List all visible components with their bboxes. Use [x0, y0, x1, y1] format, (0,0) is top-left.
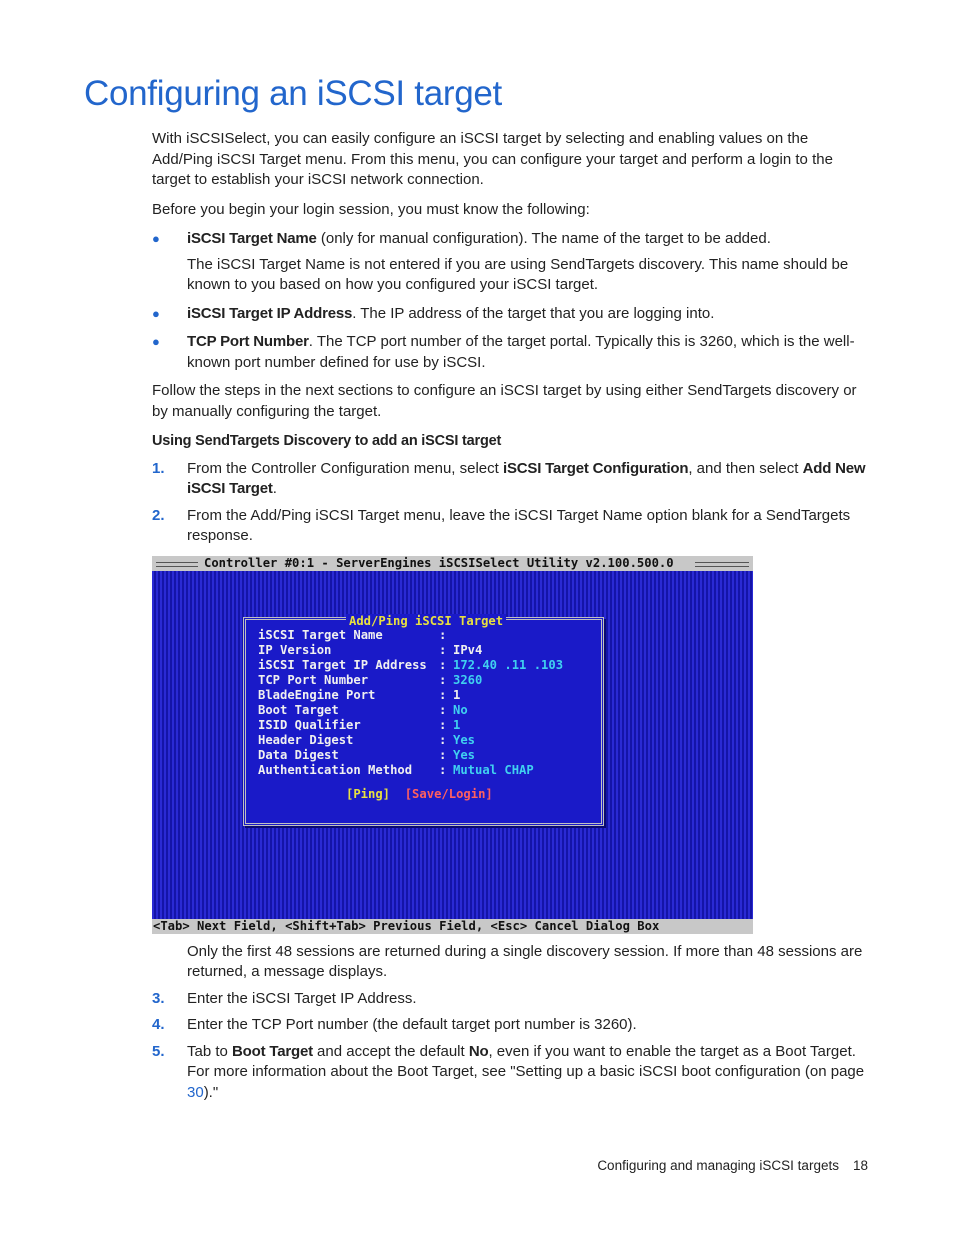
field-separator: : [439, 627, 447, 642]
field-separator: : [439, 762, 447, 777]
field-label: Header Digest [258, 732, 354, 747]
step-number: 4. [152, 1016, 165, 1033]
section-subheading: Using SendTargets Discovery to add an iSCSI target [152, 433, 502, 449]
header-rule [695, 562, 749, 567]
step-text: Tab to [187, 1042, 233, 1060]
field-value: Mutual CHAP [453, 762, 534, 777]
bullet-bold: TCP Port Number [187, 333, 309, 350]
field-value: 172.40 .11 .103 [453, 657, 564, 672]
page-footer [597, 1158, 868, 1173]
save-login-button[interactable]: [Save/Login] [404, 786, 493, 801]
field-tcp-port[interactable] [258, 673, 563, 688]
ping-button[interactable]: [Ping] [346, 786, 391, 801]
field-label: Authentication Method [258, 762, 413, 777]
document-body [152, 129, 868, 1109]
step-4 [152, 1015, 868, 1036]
field-data-digest[interactable] [258, 748, 563, 763]
bullet-bold: iSCSI Target IP Address [187, 304, 353, 322]
dialog-title: Add/Ping iSCSI Target [346, 614, 506, 629]
field-separator: : [439, 657, 447, 672]
step-bold: No [468, 1042, 489, 1060]
follow-paragraph: Follow the steps in the next sections to configure an iSCSI target by using either SendTargets discovery or by manually configuring the target. [152, 382, 857, 420]
step-number: 5. [152, 1042, 165, 1060]
step-text: Enter the TCP Port number (the default target port number is 3260). [187, 1016, 637, 1033]
bullet-target-ip [152, 304, 868, 325]
field-label: Boot Target [258, 702, 339, 717]
field-value: Yes [453, 747, 476, 762]
bullet-tcp-port [152, 332, 868, 373]
field-separator: : [439, 747, 447, 762]
step-text: )." [203, 1083, 219, 1101]
step-text: , and then select [688, 459, 803, 477]
field-target-name[interactable] [258, 628, 563, 643]
field-label: BladeEngine Port [258, 687, 376, 702]
field-value: 1 [453, 687, 461, 702]
intro-paragraph: With iSCSISelect, you can easily configure an iSCSI target by selecting and enabling values on the Add/Ping iSCSI Target menu. From this menu, you can configure your target and perform a login to the target to establish your iSCSI network connection. [152, 130, 833, 188]
step-number: 2. [152, 506, 165, 524]
field-label: ISID Qualifier [258, 717, 361, 732]
page-number: 18 [852, 1158, 868, 1173]
step-text: , even if you want to enable the target as a Boot Target. For more information about the Boot Target, see "Setting up a basic iSCSI boot configuration (on page [187, 1042, 865, 1080]
bios-screenshot [152, 556, 753, 934]
step-note-text: Only the first 48 sessions are returned during a single discovery session. If more than 48 sessions are returned, a message displays. [187, 942, 863, 980]
field-value: 3260 [453, 672, 483, 687]
field-label: iSCSI Target IP Address [258, 657, 427, 672]
step-text: and accept the default [312, 1042, 469, 1060]
field-label: Data Digest [258, 747, 339, 762]
step-bold: Boot Target [232, 1042, 313, 1060]
bullet-icon: ● [152, 231, 160, 246]
before-paragraph: Before you begin your login session, you must know the following: [152, 200, 590, 218]
dialog-fields [258, 628, 563, 778]
step-bold: Add New iSCSI Target [187, 459, 866, 497]
step-text: . [272, 480, 277, 497]
field-label: IP Version [258, 642, 332, 657]
field-label: iSCSI Target Name [258, 627, 383, 642]
dialog-actions [346, 787, 493, 802]
page-link[interactable]: 30 [187, 1083, 204, 1101]
field-isid-qualifier[interactable] [258, 718, 563, 733]
field-separator: : [439, 732, 447, 747]
step-bold: iSCSI Target Configuration [502, 459, 689, 477]
field-separator: : [439, 717, 447, 732]
field-boot-target[interactable] [258, 703, 563, 718]
step-number: 1. [152, 459, 165, 477]
field-value: 1 [453, 717, 461, 732]
step-number: 3. [152, 989, 165, 1007]
step-text: Enter the iSCSI Target IP Address. [187, 989, 417, 1007]
header-rule [156, 562, 198, 567]
bullet-icon: ● [152, 334, 160, 349]
bullet-text: . The TCP port number of the target portal. Typically this is 3260, which is the well-known port number defined for use by iSCSI. [187, 333, 855, 371]
bios-help-bar: <Tab> Next Field, <Shift+Tab> Previous Field, <Esc> Cancel Dialog Box [152, 919, 753, 934]
bullet-text: (only for manual configuration). The name of the target to be added. [316, 230, 771, 247]
bullet-bold: iSCSI Target Name [187, 230, 317, 247]
footer-text: Configuring and managing iSCSI targets [597, 1158, 839, 1173]
step-text: From the Add/Ping iSCSI Target menu, leave the iSCSI Target Name option blank for a SendTargets response. [187, 506, 851, 544]
field-value: No [453, 702, 468, 717]
step-3 [152, 989, 868, 1010]
add-ping-dialog [243, 613, 604, 826]
field-auth-method[interactable] [258, 763, 563, 778]
bullet-target-name [152, 229, 868, 296]
step-2 [152, 506, 868, 547]
bios-header-bar [152, 556, 753, 571]
field-value: IPv4 [453, 642, 483, 657]
bios-header-title: Controller #0:1 - ServerEngines iSCSISelect Utility v2.100.500.0 [204, 555, 674, 570]
step-note [152, 942, 868, 983]
bullet-icon: ● [152, 305, 160, 321]
field-ip-version[interactable] [258, 643, 563, 658]
field-header-digest[interactable] [258, 733, 563, 748]
step-text: From the Controller Configuration menu, select [187, 459, 503, 477]
bullet-text: . The IP address of the target that you are logging into. [352, 304, 715, 322]
page-title: Configuring an iSCSI target [84, 74, 502, 113]
field-separator: : [439, 642, 447, 657]
field-separator: : [439, 672, 447, 687]
bullet-subtext: The iSCSI Target Name is not entered if you are using SendTargets discovery. This name should be known to you based on how you configured your iSCSI target. [187, 255, 849, 293]
step-5 [152, 1042, 868, 1104]
field-label: TCP Port Number [258, 672, 369, 687]
field-target-ip[interactable] [258, 658, 563, 673]
field-bladeengine-port[interactable] [258, 688, 563, 703]
field-separator: : [439, 702, 447, 717]
field-separator: : [439, 687, 447, 702]
field-value: Yes [453, 732, 476, 747]
step-1 [152, 459, 868, 500]
